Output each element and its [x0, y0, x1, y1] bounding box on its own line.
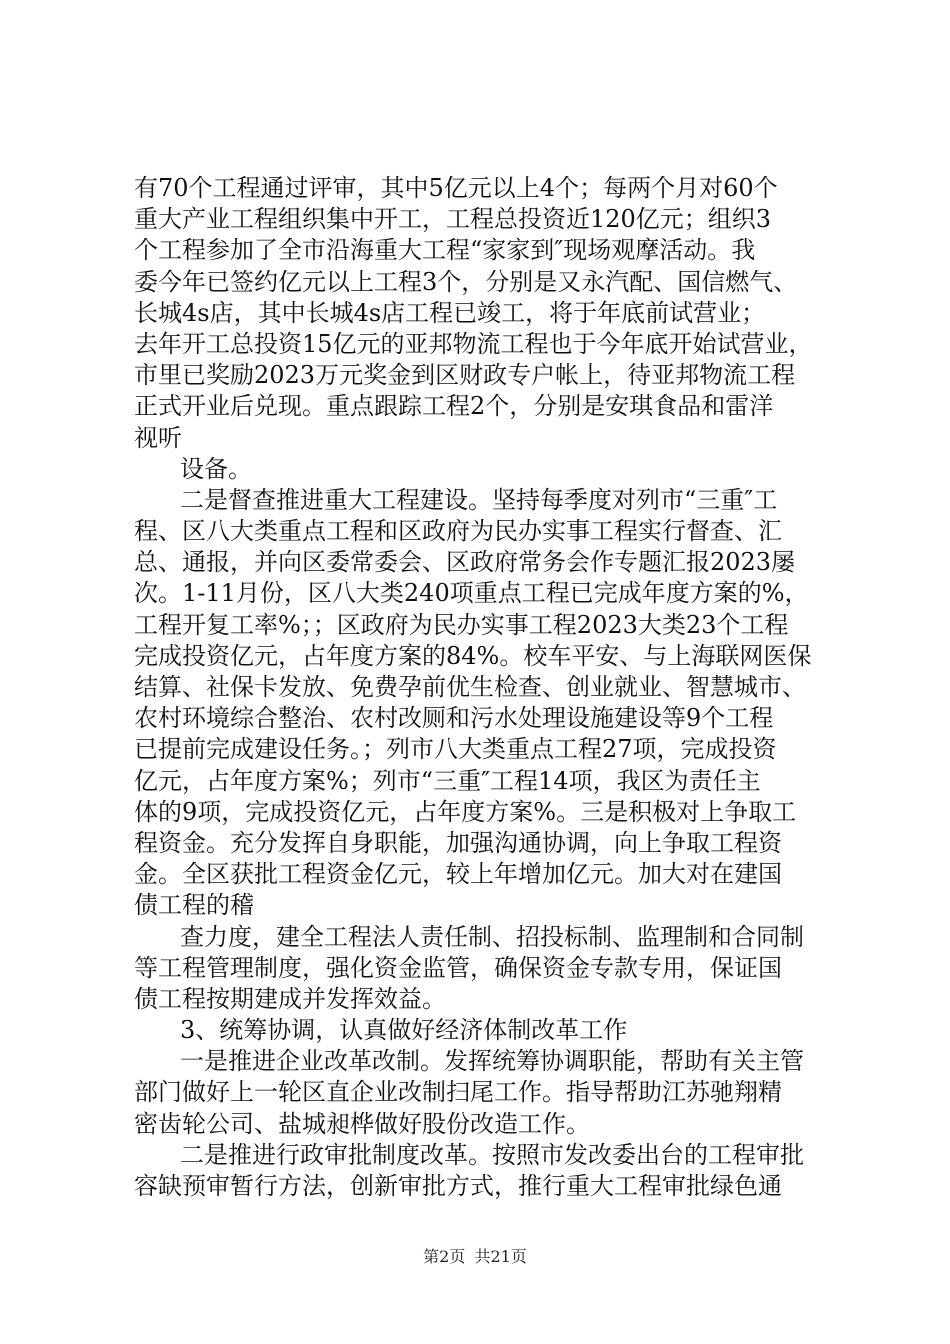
page-footer [0, 1244, 950, 1267]
text-line: 金。全区获批工程资金亿元，较上年增加亿元。加大对在建国 [134, 860, 782, 889]
text-line: 次。1-11月份，区八大类240项重点工程已完成年度方案的%， [134, 579, 809, 608]
text-line: 容缺预审暂行方法，创新审批方式，推行重大工程审批绿色通 [134, 1172, 782, 1200]
text-line: 结算、社保卡发放、免费孕前优生检查、创业就业、智慧城市、 [134, 673, 806, 701]
text-line: 完成投资亿元，占年度方案的84%。校车平安、与上海联网医保 [134, 641, 812, 670]
text-line: 去年开工总投资15亿元的亚邦物流工程也于今年底开始试营业， [134, 329, 813, 358]
text-line: 个工程参加了全市沿海重大工程“家家到″现场观摩活动。我 [134, 236, 756, 265]
text-line: 正式开业后兑现。重点跟踪工程2个，分别是安琪食品和雷洋 [134, 392, 774, 421]
document-body [134, 173, 834, 1202]
text-line: 设备。 [180, 454, 252, 483]
text-line: 程、区八大类重点工程和区政府为民办实事工程实行督查、汇 [134, 517, 782, 546]
text-line: 委今年已签约亿元以上工程3个，分别是又永汽配、国信燃气、 [134, 267, 798, 296]
text-line: 农村环境综合整治、农村改厕和污水处理设施建设等9个工程 [134, 704, 774, 733]
page-number: 第2页 [423, 1247, 466, 1266]
text-line: 密齿轮公司、盐城昶桦做好股份改造工作。 [134, 1109, 590, 1138]
text-line: 长城4s店，其中长城4s店工程已竣工，将于年底前试营业； [134, 298, 766, 327]
page-total: 共21页 [474, 1247, 527, 1266]
text-line: 等工程管理制度，强化资金监管，确保资金专款专用，保证国 [134, 953, 782, 982]
text-line: 程资金。充分发挥自身职能，加强沟通协调，向上争取工程资 [134, 828, 782, 857]
text-line: 债工程的稽 [134, 891, 254, 920]
text-line: 查力度，建全工程法人责任制、招投标制、监理制和合同制 [180, 922, 804, 951]
text-line: 总、通报，并向区委常委会、区政府常务会作专题汇报2023屡 [134, 548, 796, 577]
text-line: 已提前完成建设任务。；列市八大类重点工程27项，完成投资 [134, 735, 777, 764]
text-line: 体的9项，完成投资亿元，占年度方案%。三是积极对上争取工 [134, 797, 797, 826]
text-line: 二是推进行政审批制度改革。按照市发改委出台的工程审批 [180, 1140, 804, 1169]
text-line: 工程开复工率%；；区政府为民办实事工程2023大类23个工程 [134, 610, 789, 639]
text-line: 重大产业工程组织集中开工，工程总投资近120亿元；组织3 [134, 205, 772, 234]
text-line: 亿元，占年度方案%；列市“三重″工程14项，我区为责任主 [134, 766, 761, 795]
text-line: 部门做好上一轮区直企业改制扫尾工作。指导帮助江苏驰翔精 [134, 1078, 782, 1107]
text-line: 二是督查推进重大工程建设。坚持每季度对列市“三重″工 [180, 485, 778, 514]
text-line: 一是推进企业改革改制。发挥统筹协调职能，帮助有关主管 [180, 1047, 804, 1076]
text-line: 3、统筹协调，认真做好经济体制改革工作 [180, 1016, 628, 1045]
text-line: 有70个工程通过评审，其中5亿元以上4个；每两个月对60个 [134, 174, 778, 202]
text-line: 市里已奖励2023万元奖金到区财政专户帐上，待亚邦物流工程 [134, 361, 796, 390]
text-line: 视听 [134, 423, 182, 452]
text-line: 债工程按期建成并发挥效益。 [134, 984, 446, 1013]
